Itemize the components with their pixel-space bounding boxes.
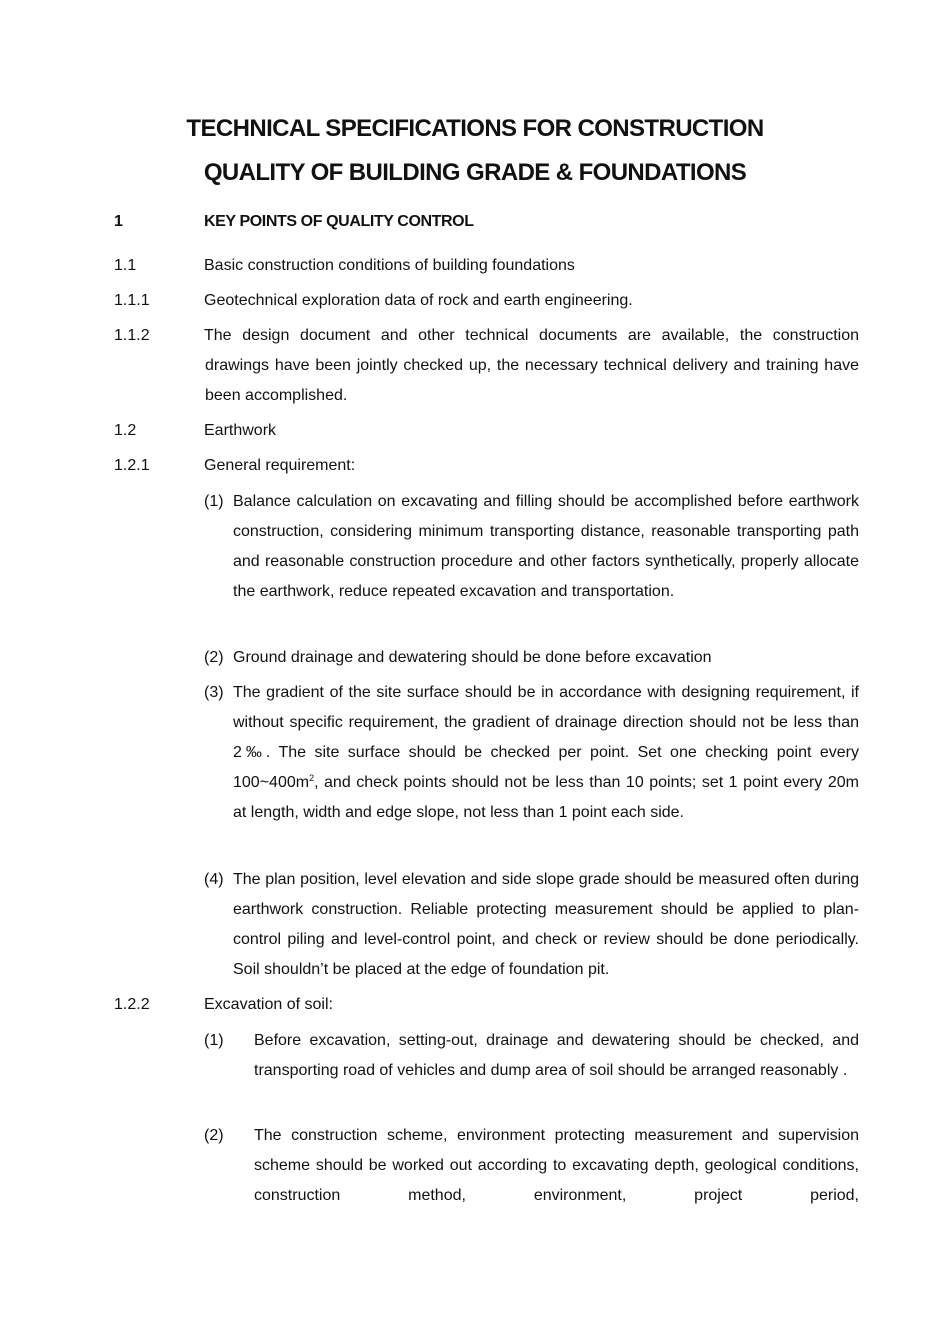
list-marker: (2) — [204, 1127, 224, 1144]
section-number: 1.1.1 — [114, 292, 150, 309]
section-number: 1.2 — [114, 422, 137, 439]
section-number: 1.2.1 — [114, 457, 150, 474]
section-number: 1 — [114, 213, 123, 230]
section-number: 1.1 — [114, 257, 137, 274]
list-marker: (2) — [204, 649, 224, 666]
list-item — [204, 643, 859, 673]
document-title — [0, 107, 950, 195]
list-item-text: The plan position, level elevation and side slope grade should be measured often during earthwork construction. Reliable protecting measurement should be applied to plan-control piling and level-control point, and check or review should be done periodically. Soil shouldn’t be placed at the edge of foundation pit. — [233, 871, 859, 978]
list-marker: (1) — [204, 1032, 224, 1049]
superscript: 2 — [309, 773, 315, 783]
list-item — [204, 865, 859, 985]
section-title: Basic construction conditions of building foundations — [204, 257, 575, 274]
list-item-text: Ground drainage and dewatering should be done before excavation — [233, 649, 712, 666]
section-title: General requirement: — [204, 457, 356, 474]
section-number: 1.2.2 — [114, 996, 150, 1013]
list-item — [204, 678, 859, 828]
section-title: Excavation of soil: — [204, 996, 333, 1013]
section-title: KEY POINTS OF QUALITY CONTROL — [204, 213, 474, 230]
list-item — [204, 1121, 859, 1211]
section-text: Geotechnical exploration data of rock and earth engineering. — [204, 292, 633, 309]
list-marker: (1) — [204, 493, 224, 510]
title-line-2: QUALITY OF BUILDING GRADE & FOUNDATIONS — [203, 159, 747, 186]
list-item — [204, 1026, 859, 1086]
title-line-1: TECHNICAL SPECIFICATIONS FOR CONSTRUCTION — [186, 115, 764, 142]
list-item-text: Balance calculation on excavating and filling should be accomplished before earthwork construction, considering minimum transporting distance, reasonable transporting path and reasonable construction procedure and other factors synthetically, properly allocate the earthwork, reduce repeated excavation and transportation. — [233, 493, 859, 600]
text-part: , and check points should not be less than 10 points; set 1 point every 20m at length, width and edge slope, not less than 1 point each side. — [233, 774, 859, 821]
section-number: 1.1.2 — [114, 327, 150, 344]
list-marker: (4) — [204, 871, 224, 888]
list-item-text — [204, 678, 859, 828]
list-item-text: Before excavation, setting-out, drainage and dewatering should be checked, and transporting road of vehicles and dump area of soil should be arranged reasonably . — [254, 1032, 859, 1079]
text-part: The gradient of the site surface should be in accordance with designing requirement, if without specific requirement, the gradient of drainage direction should not be less than 2‰. The site surface should be checked per point. Set one checking point every 100~400m — [233, 684, 859, 791]
section-title: Earthwork — [204, 422, 277, 439]
list-item — [204, 487, 859, 607]
list-item-text: The construction scheme, environment protecting measurement and supervision scheme should be worked out according to excavating depth, geological conditions, construction method, environment, project period, — [254, 1127, 859, 1204]
list-marker: (3) — [204, 684, 224, 701]
section-1-1-2-paragraph: The design document and other technical documents are available, the construction drawings have been jointly checked up, the necessary technical delivery and training have been accomplished. — [204, 327, 859, 404]
